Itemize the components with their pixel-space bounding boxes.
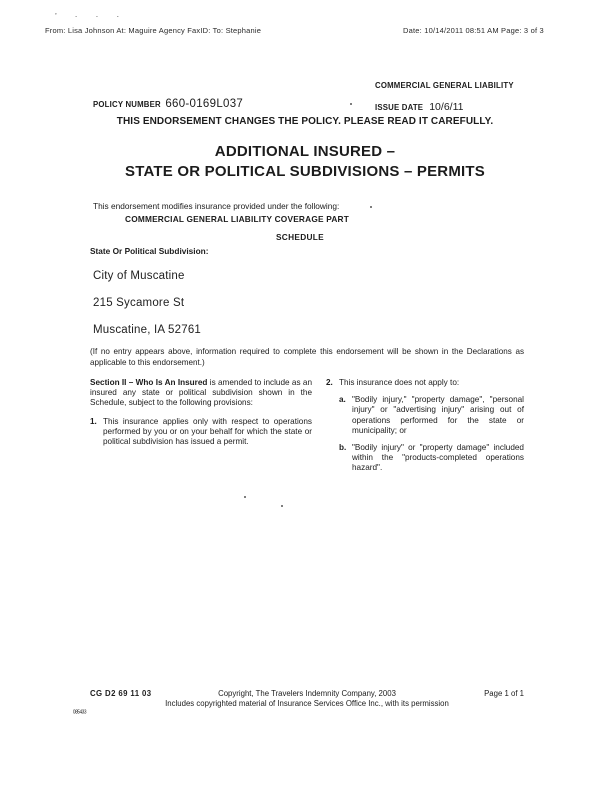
endorsement-notice: THIS ENDORSEMENT CHANGES THE POLICY. PLEASE READ IT CAREFULLY.: [116, 116, 494, 127]
issue-date-line: [375, 97, 463, 115]
scan-artifact-marks: ’ · · ·: [55, 12, 128, 21]
page-count: Page 1 of 1: [484, 689, 524, 698]
provision-item-2-number: 2.: [326, 378, 333, 387]
provision-item-2: [326, 378, 524, 388]
body-column-left: [90, 378, 312, 474]
policy-number-label: POLICY NUMBER: [93, 100, 161, 109]
scan-artifact-dot: [244, 496, 246, 498]
issue-date-label: ISSUE DATE: [375, 103, 424, 112]
provision-item-2a-letter: a.: [339, 395, 346, 405]
provision-item-2a-text: "Bodily injury," "property damage", "personal injury" or "advertising injury" arising out of operations performed for the state or municipality; or: [352, 395, 524, 435]
schedule-entry-street: 215 Sycamore St: [93, 297, 185, 309]
body-column-right: [326, 378, 524, 474]
provision-item-2a: [339, 395, 524, 436]
provision-item-2b-letter: b.: [339, 443, 347, 453]
provision-item-2-text: This insurance does not apply to:: [339, 378, 460, 387]
provision-item-2b-text: "Bodily injury" or "property damage" included within the "products-completed operations hazard".: [352, 443, 524, 473]
provision-item-1-text: This insurance applies only with respect to operations performed by you or on your behalf for which the state or political subdivision has issued a permit.: [103, 416, 312, 447]
modifies-intro: This endorsement modifies insurance provided under the following:: [93, 201, 340, 211]
endorsement-body: [90, 378, 524, 474]
schedule-entry-name: City of Muscatine: [93, 270, 185, 282]
copyright-text: Copyright, The Travelers Indemnity Company, 2003: [218, 689, 396, 698]
provision-item-1: [90, 417, 312, 448]
provision-item-1-number: 1.: [90, 416, 97, 426]
schedule-entry-city-state-zip: Muscatine, IA 52761: [93, 324, 202, 336]
provision-item-2b: [339, 443, 524, 474]
scan-artifact-dot: [370, 206, 372, 208]
policy-number-line: [93, 94, 243, 112]
subdivision-label: State Or Political Subdivision:: [90, 246, 209, 256]
section-ii-paragraph: [90, 378, 312, 409]
issue-date-value: 10/6/11: [429, 101, 464, 113]
document-title-line2: STATE OR POLITICAL SUBDIVISIONS – PERMITS: [125, 163, 485, 180]
coverage-type-label: COMMERCIAL GENERAL LIABILITY: [375, 81, 514, 90]
no-entry-note: (If no entry appears above, information required to complete this endorsement will be shown in the Declarations as applicable to this endorsement.): [90, 347, 524, 367]
coverage-part-label: COMMERCIAL GENERAL LIABILITY COVERAGE PART: [125, 214, 349, 224]
copyright-includes-line: Includes copyrighted material of Insurance Services Office Inc., with its permission: [165, 699, 449, 708]
fax-header-from: From: Lisa Johnson At: Maguire Agency FaxID: To: Stephanie: [45, 26, 262, 35]
scan-artifact-dot: [350, 103, 352, 105]
section-ii-text: is amended to include as an insured any state or political subdivision shown in the Schedule, subject to the following provisions:: [90, 378, 312, 408]
fax-header-date: Date: 10/14/2011 08:51 AM Page: 3 of 3: [403, 26, 544, 35]
section-ii-heading: Section II – Who Is An Insured: [90, 378, 208, 387]
policy-number-value: 660-0169L037: [165, 98, 244, 110]
document-title-line1: ADDITIONAL INSURED –: [214, 143, 396, 160]
form-number: CG D2 69 11 03: [90, 689, 152, 698]
document-title: [60, 142, 550, 182]
scan-artifact-dot: [281, 505, 283, 507]
print-control-code: 085433: [73, 708, 87, 715]
schedule-heading: SCHEDULE: [275, 232, 325, 242]
